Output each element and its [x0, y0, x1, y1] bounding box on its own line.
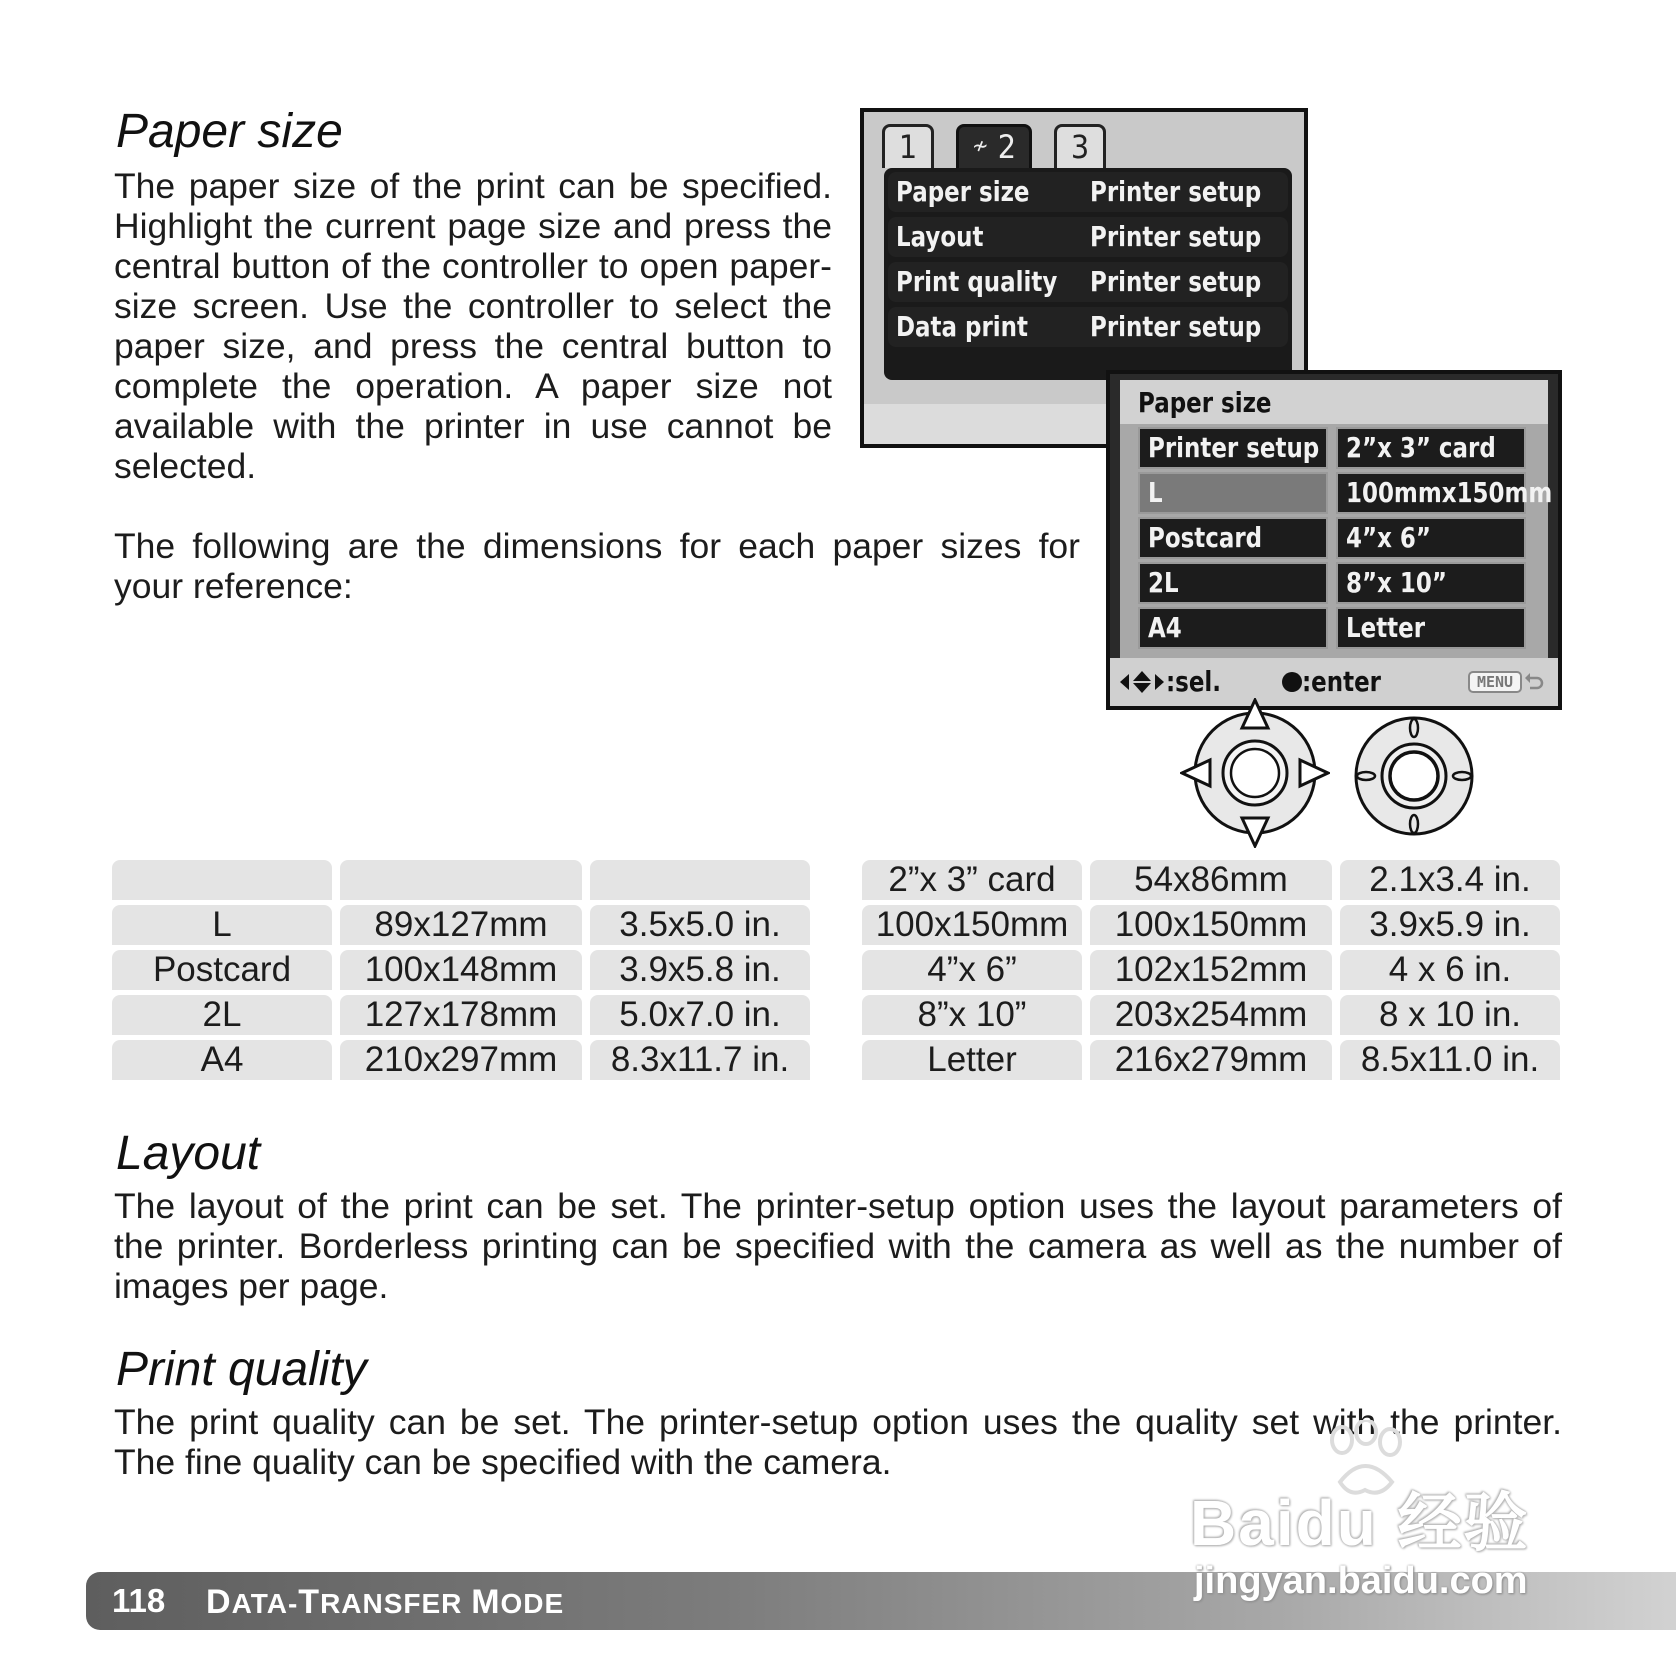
right-table-cell: 4”x 6”	[862, 950, 1082, 990]
option-100x150mm[interactable]: 100mmx150mm	[1336, 472, 1526, 514]
left-table-cell: 3.5x5.0 in.	[590, 905, 810, 945]
right-table-cell: 100x150mm	[1090, 905, 1332, 945]
layout-heading: Layout	[116, 1127, 261, 1180]
left-table-cell: 89x127mm	[340, 905, 582, 945]
left-table-cell: 8.3x11.7 in.	[590, 1040, 810, 1080]
left-table-cell: 5.0x7.0 in.	[590, 995, 810, 1035]
section-title: DATA-TRANSFER MODE	[206, 1583, 565, 1621]
right-table-cell: 102x152mm	[1090, 950, 1332, 990]
option-printer-setup[interactable]: Printer setup	[1138, 427, 1328, 469]
menu-row-data-print[interactable]: Data print Printer setup	[888, 307, 1288, 347]
menu-row-layout[interactable]: Layout Printer setup	[888, 217, 1288, 257]
enter-hint: :enter	[1302, 665, 1381, 698]
option-letter[interactable]: Letter	[1336, 607, 1526, 649]
paper-size-screen	[1106, 370, 1562, 710]
right-table-cell: 8”x 10”	[862, 995, 1082, 1035]
right-table-cell: 2”x 3” card	[862, 860, 1082, 900]
print-quality-text: The print quality can be set. The printer-setup option uses the quality set with the printer. The fine quality can be specified with the camera.	[114, 1402, 1562, 1482]
page-number: 118	[112, 1582, 166, 1619]
left-table-cell: 2L	[112, 995, 332, 1035]
left-table-cell: 100x148mm	[340, 950, 582, 990]
paper-size-text: The paper size of the print can be specified. Highlight the current page size and press the central button of the controller to open paper-size screen. Use the controller to select the paper size, and press the central button to complete the operation. A paper size not available with the printer in use cannot be selected.	[114, 166, 832, 486]
right-table-cell: 54x86mm	[1090, 860, 1332, 900]
four-way-controller-icon	[1180, 698, 1330, 848]
watermark-url: jingyan.baidu.com	[1194, 1560, 1528, 1602]
left-table-cell	[340, 860, 582, 900]
menu-return-icon	[1524, 672, 1544, 692]
menu-row-print-quality[interactable]: Print quality Printer setup	[888, 262, 1288, 302]
right-table-cell: 100x150mm	[862, 905, 1082, 945]
menu-row-paper-size[interactable]: Paper size Printer setup	[888, 172, 1288, 212]
layout-text: The layout of the print can be set. The printer-setup option uses the layout parameters of the printer. Borderless printing can be specified with the camera as well as the number of images per page.	[114, 1186, 1562, 1306]
right-table-cell: 8 x 10 in.	[1340, 995, 1560, 1035]
tab-1[interactable]: 1	[882, 124, 934, 168]
tab-2[interactable]: ≁ 2	[956, 124, 1032, 168]
left-table-cell	[112, 860, 332, 900]
sel-hint: :sel.	[1166, 665, 1222, 698]
left-table-cell: 3.9x5.8 in.	[590, 950, 810, 990]
right-table-cell: 8.5x11.0 in.	[1340, 1040, 1560, 1080]
menu-button-badge: MENU	[1468, 671, 1522, 693]
right-table-cell: 203x254mm	[1090, 995, 1332, 1035]
baidu-watermark	[1190, 1420, 1590, 1610]
option-l[interactable]: L	[1138, 472, 1328, 514]
left-table-cell: A4	[112, 1040, 332, 1080]
option-2l[interactable]: 2L	[1138, 562, 1328, 604]
menu-list	[884, 168, 1292, 380]
tab-3[interactable]: 3	[1054, 124, 1106, 168]
option-2x3-card[interactable]: 2”x 3” card	[1336, 427, 1526, 469]
left-table-cell: L	[112, 905, 332, 945]
option-4x6[interactable]: 4”x 6”	[1336, 517, 1526, 559]
paper-size-screen-title: Paper size	[1120, 380, 1548, 424]
paper-size-heading: Paper size	[116, 105, 343, 158]
option-postcard[interactable]: Postcard	[1138, 517, 1328, 559]
reference-text: The following are the dimensions for each paper sizes for your reference:	[114, 526, 1080, 606]
left-table-cell: Postcard	[112, 950, 332, 990]
right-table-cell: Letter	[862, 1040, 1082, 1080]
usb-icon: ≁	[971, 134, 989, 159]
right-table-cell: 3.9x5.9 in.	[1340, 905, 1560, 945]
right-table-cell: 4 x 6 in.	[1340, 950, 1560, 990]
watermark-brand: Baidu 经验	[1190, 1487, 1530, 1559]
enter-dot-icon	[1282, 672, 1302, 692]
print-quality-heading: Print quality	[116, 1343, 367, 1396]
left-table-cell	[590, 860, 810, 900]
right-table-cell: 2.1x3.4 in.	[1340, 860, 1560, 900]
paper-size-screen-footer	[1110, 658, 1558, 706]
left-table-cell: 210x297mm	[340, 1040, 582, 1080]
center-button-icon	[1352, 714, 1476, 838]
paper-size-options	[1120, 424, 1553, 658]
right-table-cell: 216x279mm	[1090, 1040, 1332, 1080]
select-arrows-icon	[1120, 670, 1164, 694]
option-8x10[interactable]: 8”x 10”	[1336, 562, 1526, 604]
option-a4[interactable]: A4	[1138, 607, 1328, 649]
left-table-cell: 127x178mm	[340, 995, 582, 1035]
